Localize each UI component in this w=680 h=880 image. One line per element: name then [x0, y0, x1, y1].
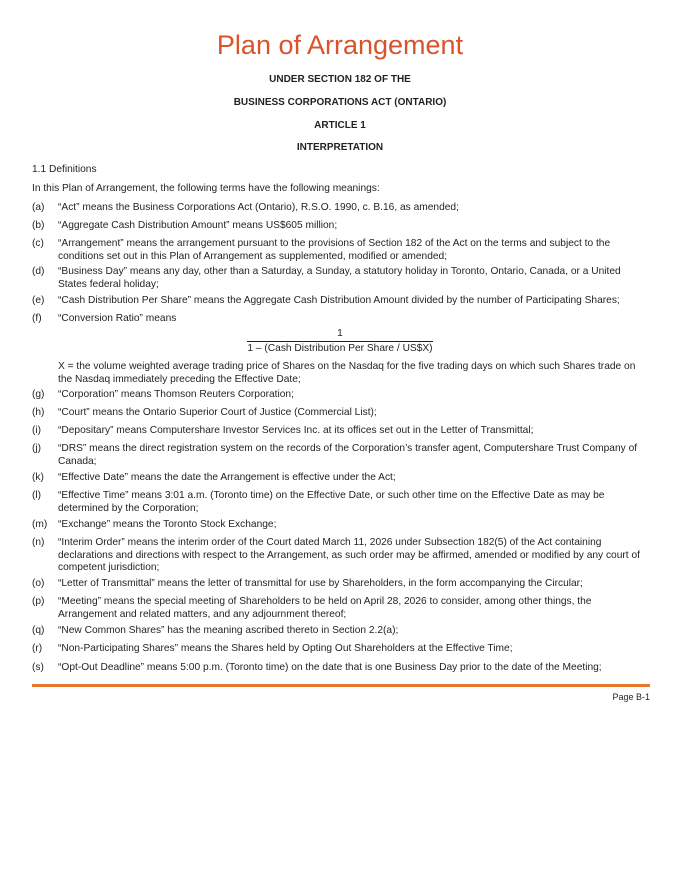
intro-text: In this Plan of Arrangement, the following terms have the following meanings: [32, 183, 380, 194]
definition-label: (r) [32, 643, 43, 654]
definition-label: (e) [32, 295, 45, 306]
definition-item [32, 625, 650, 638]
definition-text: “Effective Date” means the date the Arrangement is effective under the Act; [58, 472, 396, 483]
heading-article: ARTICLE 1 [314, 120, 366, 131]
definition-text: “Effective Time” means 3:01 a.m. (Toronto time) on the Effective Date, or such other time on the Effective Date as may be determined by the Corporation; [58, 490, 605, 514]
definition-label: (d) [32, 266, 45, 277]
definition-item [32, 519, 650, 532]
definition-item [32, 389, 650, 402]
document-title: Plan of Arrangement [216, 30, 464, 60]
definition-item [32, 490, 650, 515]
heading-interpretation: INTERPRETATION [296, 142, 384, 153]
definition-item [32, 537, 650, 575]
definition-item [32, 295, 650, 308]
definition-label: (j) [32, 443, 42, 454]
footer-divider [32, 684, 650, 687]
page-number: Page B-1 [612, 692, 650, 702]
definition-item [32, 425, 650, 438]
section-label: 1.1 Definitions [32, 164, 97, 175]
heading-act: BUSINESS CORPORATIONS ACT (ONTARIO) [233, 97, 447, 108]
definition-item [32, 643, 650, 656]
definition-label: (a) [32, 202, 45, 213]
definition-label: (h) [32, 407, 45, 418]
definition-item [32, 472, 650, 485]
definition-label: (b) [32, 220, 45, 231]
definition-text: “Opt-Out Deadline” means 5:00 p.m. (Toronto time) on the date that is one Business Day prior to the date of the Meeting; [58, 662, 602, 673]
definition-item [32, 407, 650, 420]
fraction-numerator: 1 [247, 328, 432, 342]
x-definition: X = the volume weighted average trading price of Shares on the Nasdaq for the five trading days on which such Shares trade on the Nasdaq immediately preceding the Effective Date; [58, 361, 636, 385]
definition-text: “Arrangement” means the arrangement pursuant to the provisions of Section 182 of the Act on the terms and subject to the conditions set out in this Plan of Arrangement as supplemented, modified or amended; [58, 238, 611, 262]
definition-text: “Letter of Transmittal” means the letter of transmittal for use by Shareholders, in the form accompanying the Circular; [58, 578, 583, 589]
definition-label: (s) [32, 662, 44, 673]
definition-item [32, 238, 650, 263]
definition-text: “Corporation” means Thomson Reuters Corporation; [58, 389, 294, 400]
definition-label: (f) [32, 313, 42, 324]
definition-text: “Exchange” means the Toronto Stock Exchange; [58, 519, 277, 530]
definition-text: “Conversion Ratio” means [58, 313, 177, 324]
heading-section: UNDER SECTION 182 OF THE [269, 74, 411, 85]
definition-label: (k) [32, 472, 44, 483]
definition-text: “Non-Participating Shares” means the Shares held by Opting Out Shareholders at the Effective Time; [58, 643, 513, 654]
definition-label: (q) [32, 625, 45, 636]
definition-item [32, 443, 650, 468]
definition-item [32, 596, 650, 621]
definition-text: “Act” means the Business Corporations Act (Ontario), R.S.O. 1990, c. B.16, as amended; [58, 202, 459, 213]
definition-text: “Business Day” means any day, other than a Saturday, a Sunday, a statutory holiday in Toronto, Ontario, Canada, or a United States federal holiday; [58, 266, 621, 290]
definition-item [32, 662, 650, 675]
definition-item [32, 313, 650, 326]
definition-label: (g) [32, 389, 45, 400]
definition-item [32, 578, 650, 591]
fraction-denominator: 1 – (Cash Distribution Per Share / US$X) [247, 343, 433, 354]
definition-label: (o) [32, 578, 45, 589]
definition-label: (i) [32, 425, 42, 436]
definition-text: “Cash Distribution Per Share” means the Aggregate Cash Distribution Amount divided by the number of Participating Shares; [58, 295, 620, 306]
definition-label: (p) [32, 596, 45, 607]
definition-item [32, 202, 650, 215]
definition-text: “Court” means the Ontario Superior Court of Justice (Commercial List); [58, 407, 377, 418]
definition-text: “Aggregate Cash Distribution Amount” means US$605 million; [58, 220, 338, 231]
definition-text: “Interim Order” means the interim order of the Court dated March 11, 2026 under Subsection 182(5) of the Act containing declarations and directions with respect to the Arrangement, as such order may be affirmed, amended or modified by any court of competent jurisdiction; [58, 537, 640, 573]
definition-text: “Meeting” means the special meeting of Shareholders to be held on April 28, 2026 to consider, among other things, the Arrangement and related matters, and any adjournment thereof; [58, 596, 592, 620]
definition-label: (n) [32, 537, 45, 548]
fraction [247, 328, 432, 355]
conversion-ratio-formula [0, 328, 680, 356]
definition-text: “Depositary” means Computershare Investor Services Inc. at its offices set out in the Letter of Transmittal; [58, 425, 534, 436]
definition-text: “New Common Shares” has the meaning ascribed thereto in Section 2.2(a); [58, 625, 399, 636]
definition-text: “DRS” means the direct registration system on the records of the Corporation’s transfer agent, Computershare Trust Company of Canada; [58, 443, 638, 467]
definition-item [32, 266, 650, 291]
definition-label: (m) [32, 519, 48, 530]
definition-label: (c) [32, 238, 44, 249]
definition-label: (l) [32, 490, 42, 501]
definition-item [32, 220, 650, 233]
